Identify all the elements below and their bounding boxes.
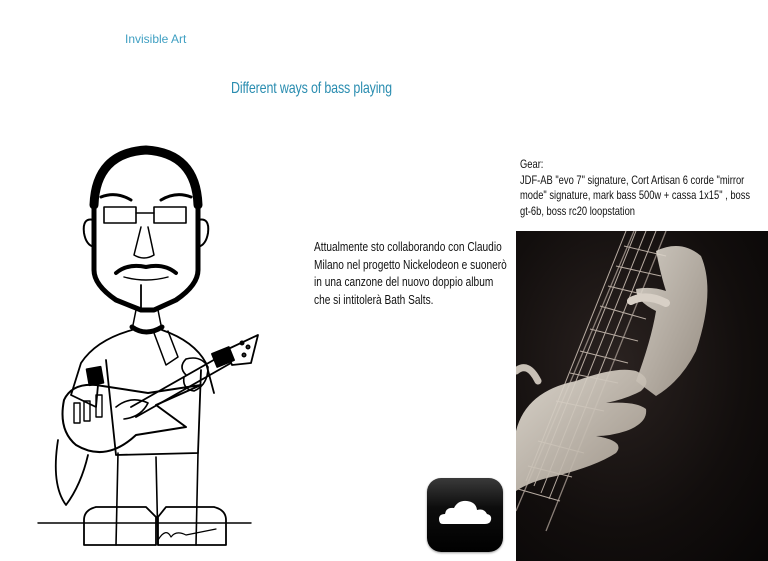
gear-label: Gear: (520, 157, 544, 171)
gear-text: JDF-AB "evo 7" signature, Cort Artisan 6 corde "mirror mode" signature, mark bass 500w + cassa 1x15" , boss gt-6b, boss rc20 loopstation (520, 172, 751, 218)
brand-label[interactable]: Invisible Art (125, 32, 187, 46)
bio-text: Attualmente sto collaborando con Claudio Milano nel progetto Nickelodeon e suonerò in una canzone del nuovo doppio album che si intitolerà Bath Salts. (314, 239, 507, 307)
bassist-cartoon-image (36, 145, 266, 550)
bass-playing-photo (516, 231, 768, 561)
page-title: Different ways of bass playing (231, 80, 392, 97)
gear-description (520, 157, 762, 219)
cloud-app-button[interactable] (427, 478, 503, 552)
cloud-icon (427, 478, 503, 552)
